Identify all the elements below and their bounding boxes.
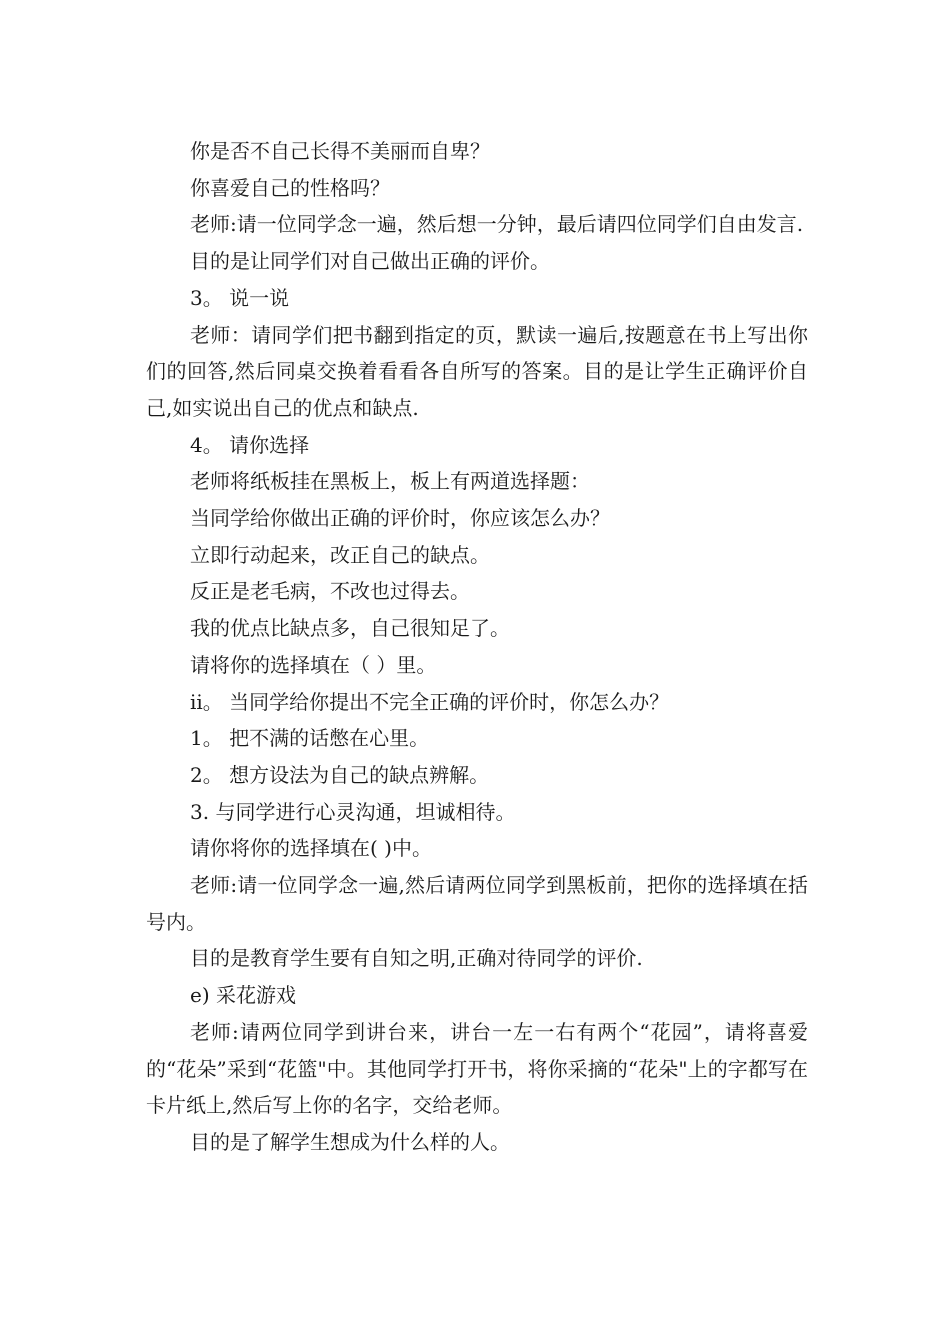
question: ii。 当同学给你提出不完全正确的评价时，你怎么办？: [190, 689, 670, 714]
question: 当同学给你做出正确的评价时，你应该怎么办？: [190, 506, 610, 531]
paragraph: 老师:请两位同学到讲台来，讲台一左一右有两个“花园”，请将喜爱的“花朵”采到“花篮"中。其他同学打开书，将你采摘的“花朵"上的字都写在卡片纸上,然后写上你的名字，交给老师。: [146, 1019, 808, 1118]
paragraph: 目的是让同学们对自己做出正确的评价。: [190, 249, 550, 274]
paragraph: 老师：请同学们把书翻到指定的页，默读一遍后,按题意在书上写出你们的回答,然后同桌交换着看看各自所写的答案。目的是让学生正确评价自己,如实说出自己的优点和缺点.: [146, 322, 808, 420]
option: 1。 把不满的话憋在心里。: [190, 726, 430, 751]
section-heading: 4。 请你选择: [190, 432, 310, 457]
option: 我的优点比缺点多，自己很知足了。: [190, 616, 510, 641]
paragraph: 老师将纸板挂在黑板上，板上有两道选择题：: [190, 469, 590, 494]
paragraph: 目的是了解学生想成为什么样的人。: [190, 1129, 510, 1154]
section-heading: e) 采花游戏: [190, 983, 296, 1008]
option: 2。 想方设法为自己的缺点辨解。: [190, 762, 490, 787]
option: 反正是老毛病，不改也过得去。: [190, 579, 470, 604]
document-body: [146, 133, 808, 1161]
section-heading: 3。 说一说: [190, 285, 290, 310]
paragraph: 老师:请一位同学念一遍,然后请两位同学到黑板前，把你的选择填在括号内。: [146, 873, 808, 934]
paragraph: 你是否不自己长得不美丽而自卑？: [190, 139, 490, 163]
option: 立即行动起来，改正自己的缺点。: [190, 542, 490, 567]
paragraph: 目的是教育学生要有自知之明,正确对待同学的评价.: [190, 946, 643, 971]
paragraph: 你喜爱自己的性格吗？: [190, 175, 390, 200]
option: 3. 与同学进行心灵沟通，坦诚相待。: [190, 799, 516, 824]
instruction: 请将你的选择填在（ ）里。: [190, 652, 437, 677]
instruction: 请你将你的选择填在( )中。: [190, 836, 432, 861]
paragraph: 老师:请一位同学念一遍，然后想一分钟，最后请四位同学们自由发言.: [190, 212, 804, 237]
